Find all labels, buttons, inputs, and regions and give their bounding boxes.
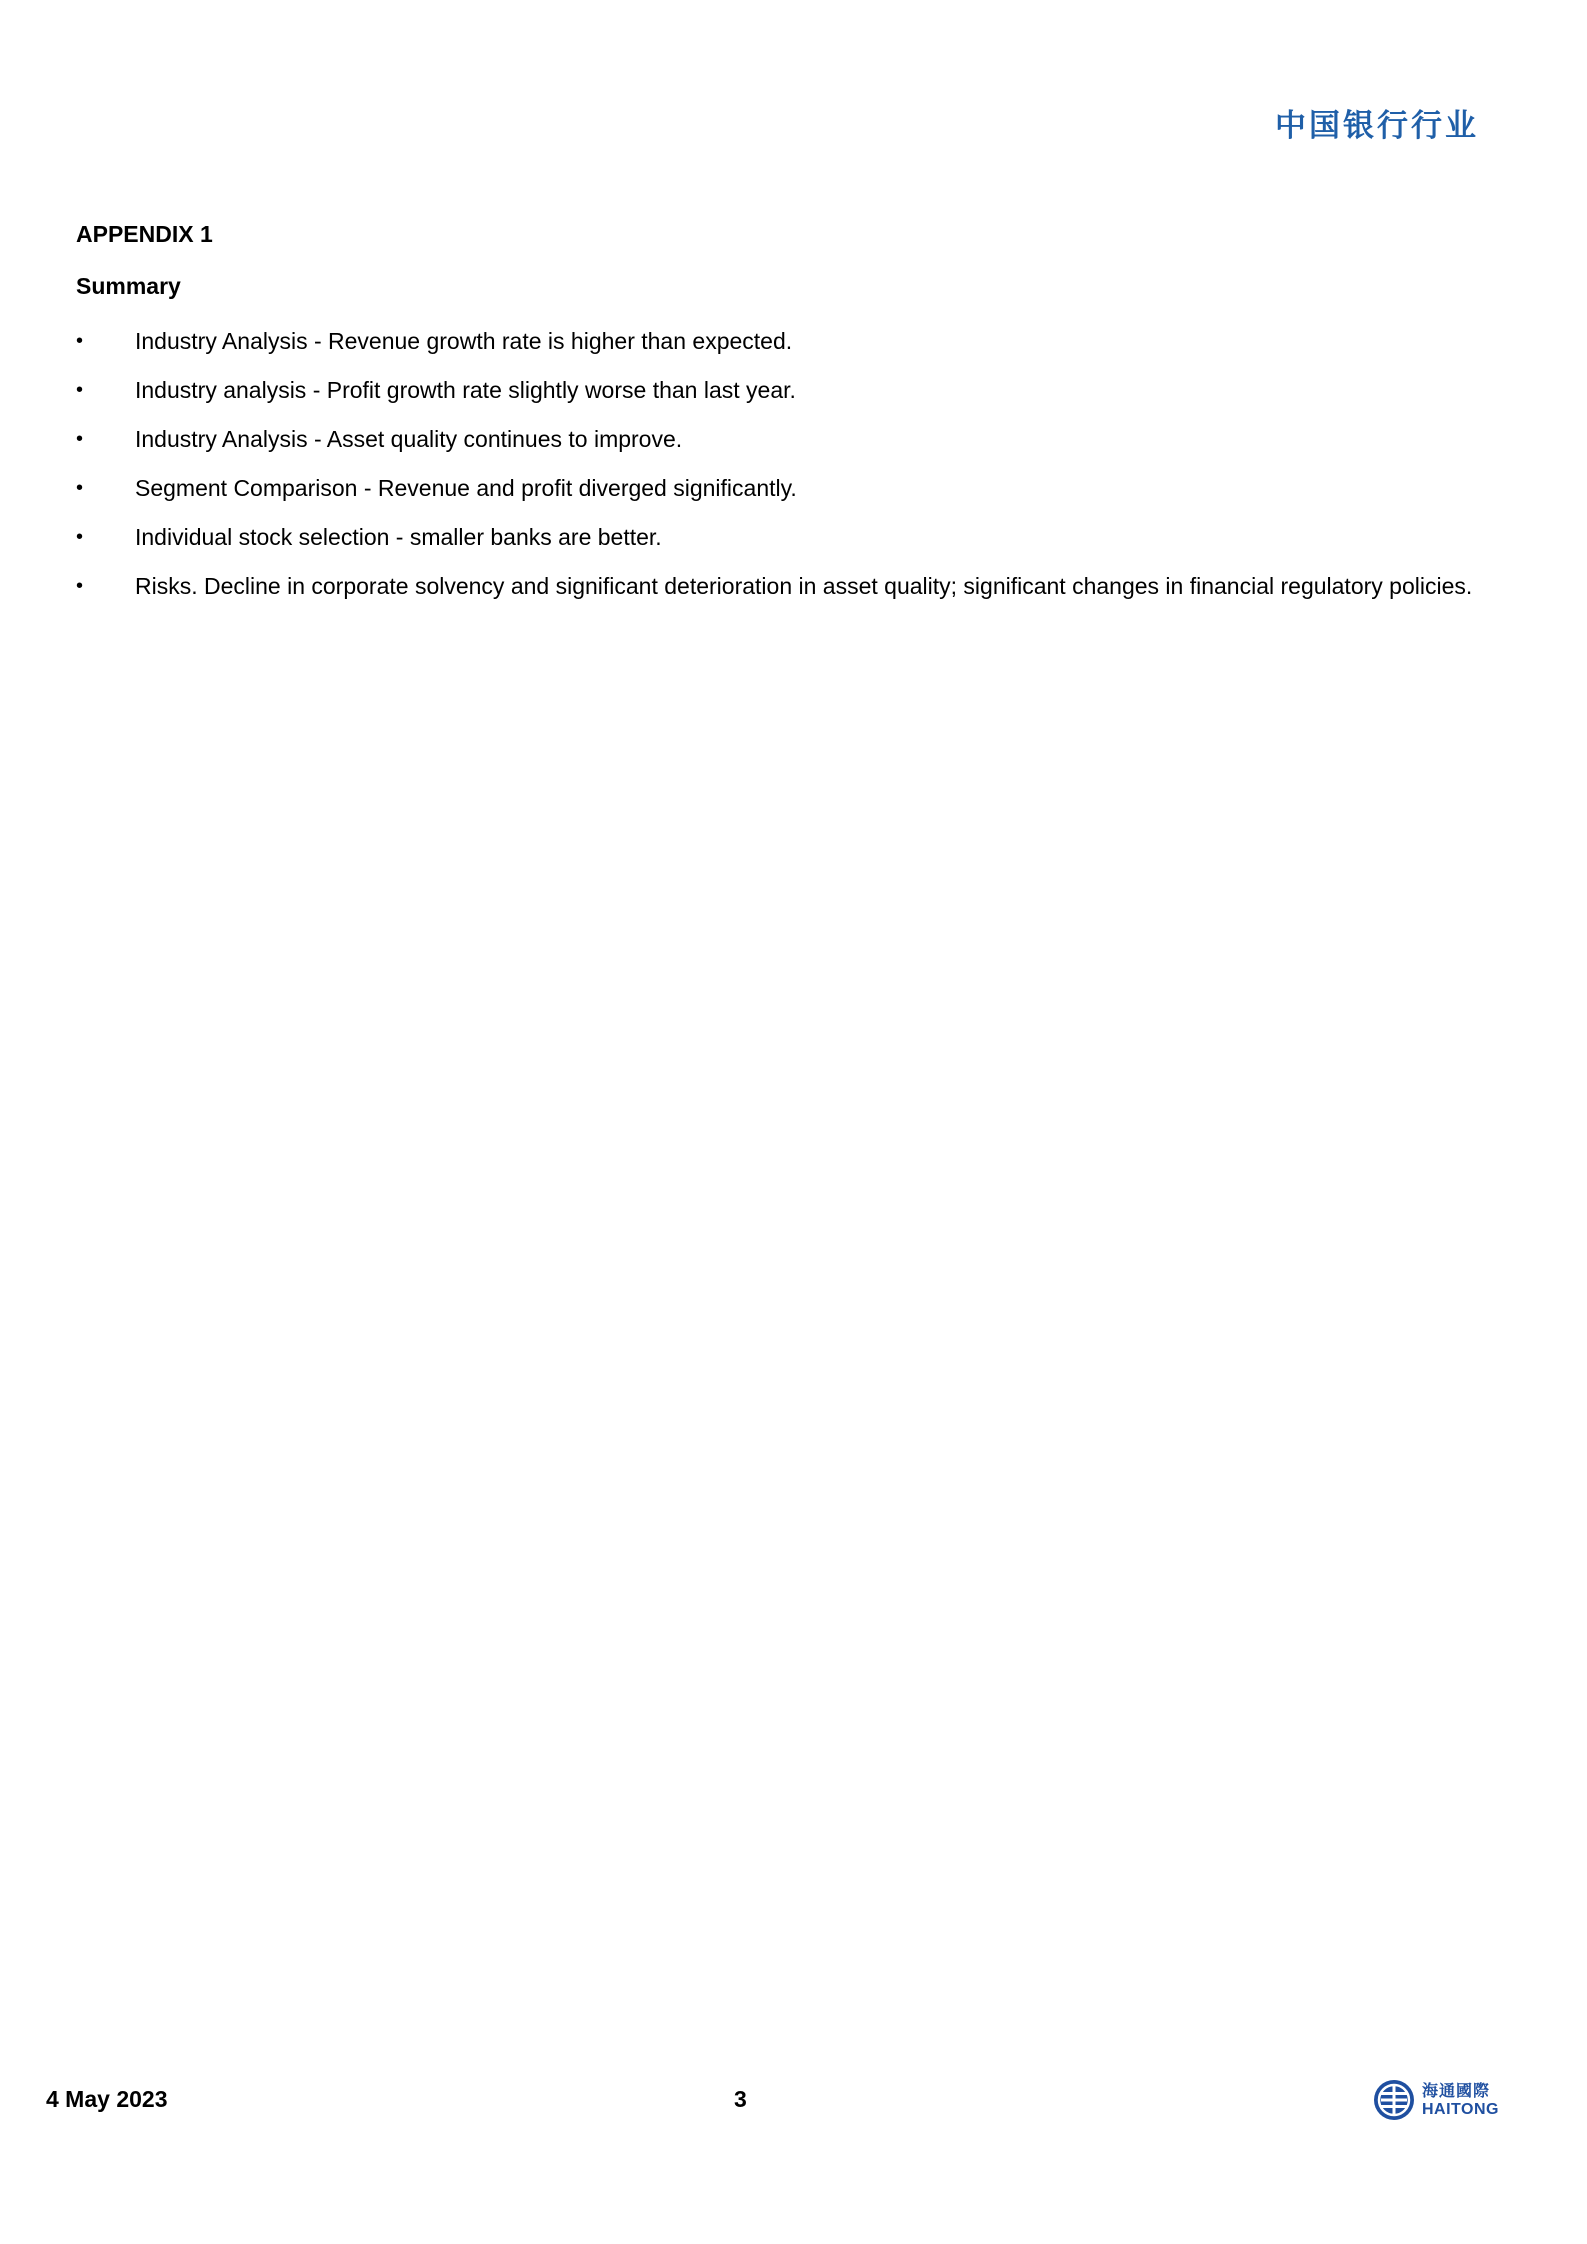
bullet-text: Industry analysis - Profit growth rate slightly worse than last year. bbox=[135, 377, 796, 403]
bullet-item bbox=[76, 562, 1496, 611]
logo-name-en: HAITONG bbox=[1422, 2100, 1499, 2118]
haitong-logo-icon bbox=[1372, 2078, 1416, 2122]
logo-text bbox=[1422, 2080, 1499, 2118]
bullet-icon: • bbox=[76, 428, 84, 450]
report-date: 4 May 2023 bbox=[46, 2086, 168, 2112]
bullet-item bbox=[76, 464, 1496, 513]
bullet-icon: • bbox=[76, 379, 84, 401]
logo-name-cn: 海通國際 bbox=[1422, 2080, 1491, 2100]
bullet-item bbox=[76, 366, 1496, 415]
bullet-icon: • bbox=[76, 575, 84, 597]
haitong-logo bbox=[1372, 2078, 1499, 2122]
report-header-title: 中国银行行业 bbox=[1275, 108, 1479, 144]
bullet-text: Individual stock selection - smaller banks are better. bbox=[135, 524, 662, 550]
bullet-text: Risks. Decline in corporate solvency and significant deterioration in asset quality; significant changes in financial regulatory policies. bbox=[135, 573, 1473, 599]
bullet-item bbox=[76, 415, 1496, 464]
bullet-text: Industry Analysis - Asset quality continues to improve. bbox=[135, 426, 683, 452]
summary-bullet-list bbox=[76, 317, 1496, 611]
bullet-text: Segment Comparison - Revenue and profit diverged significantly. bbox=[135, 475, 797, 501]
bullet-item bbox=[76, 317, 1496, 366]
page-number: 3 bbox=[734, 2086, 747, 2112]
appendix-heading: APPENDIX 1 bbox=[76, 221, 213, 247]
appendix-section bbox=[76, 218, 1496, 611]
bullet-item bbox=[76, 513, 1496, 562]
bullet-text: Industry Analysis - Revenue growth rate is higher than expected. bbox=[135, 328, 793, 354]
bullet-icon: • bbox=[76, 330, 84, 352]
bullet-icon: • bbox=[76, 477, 84, 499]
bullet-icon: • bbox=[76, 526, 84, 548]
summary-subheading: Summary bbox=[76, 273, 181, 299]
